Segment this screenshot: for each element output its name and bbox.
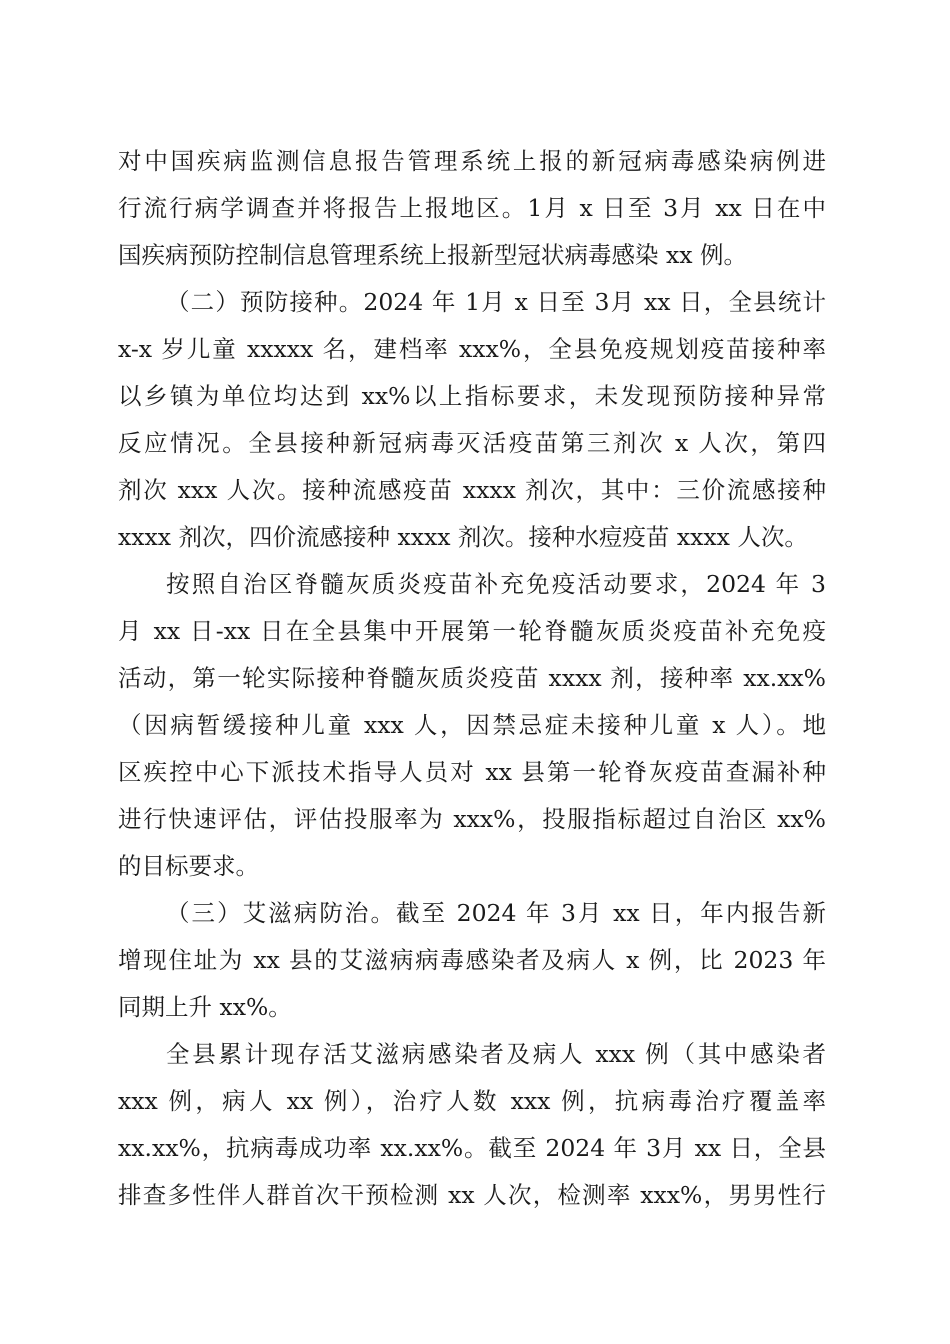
text-line: xxx 例，病人 xx 例），治疗人数 xxx 例，抗病毒治疗覆盖率 [118,1087,826,1115]
text-line: 区疾控中心下派技术指导人员对 xx 县第一轮脊灰疫苗查漏补种 [118,758,826,786]
text-line: 的目标要求。 [118,852,259,880]
text-line: 行流行病学调查并将报告上报地区。1月 x 日至 3月 xx 日在中 [118,194,826,222]
text-line: xx.xx%，抗病毒成功率 xx.xx%。截至 2024 年 3月 xx 日，全县 [118,1134,826,1162]
text-line: （因病暂缓接种儿童 xxx 人，因禁忌症未接种儿童 x 人）。地 [118,711,826,739]
section-heading-line: （三）艾滋病防治。截至 2024 年 3月 xx 日，年内报告新 [166,899,826,927]
text-line: 月 xx 日-xx 日在全县集中开展第一轮脊髓灰质炎疫苗补充免疫 [118,617,826,645]
text-line: 国疾病预防控制信息管理系统上报新型冠状病毒感染 xx 例。 [118,241,747,269]
section-heading-line: （二）预防接种。2024 年 1月 x 日至 3月 xx 日，全县统计 [166,288,826,316]
text-line: 剂次 xxx 人次。接种流感疫苗 xxxx 剂次，其中：三价流感接种 [118,476,826,504]
text-line: 活动，第一轮实际接种脊髓灰质炎疫苗 xxxx 剂，接种率 xx.xx% [118,664,826,692]
text-line: 进行快速评估，评估投服率为 xxx%，投服指标超过自治区 xx% [118,805,826,833]
text-line: 反应情况。全县接种新冠病毒灭活疫苗第三剂次 x 人次，第四 [118,429,826,457]
text-line: 排查多性伴人群首次干预检测 xx 人次，检测率 xxx%，男男性行 [118,1181,826,1209]
text-line: xxxx 剂次，四价流感接种 xxxx 剂次。接种水痘疫苗 xxxx 人次。 [118,523,808,551]
text-line: 同期上升 xx%。 [118,993,292,1021]
text-line: x-x 岁儿童 xxxxx 名，建档率 xxx%，全县免疫规划疫苗接种率 [118,335,826,363]
paragraph-start-line: 全县累计现存活艾滋病感染者及病人 xxx 例（其中感染者 [166,1040,826,1068]
text-line: 以乡镇为单位均达到 xx%以上指标要求，未发现预防接种异常 [118,382,826,410]
paragraph-start-line: 按照自治区脊髓灰质炎疫苗补充免疫活动要求，2024 年 3 [166,570,826,598]
text-line: 增现住址为 xx 县的艾滋病病毒感染者及病人 x 例，比 2023 年 [118,946,826,974]
text-line: 对中国疾病监测信息报告管理系统上报的新冠病毒感染病例进 [118,147,826,175]
